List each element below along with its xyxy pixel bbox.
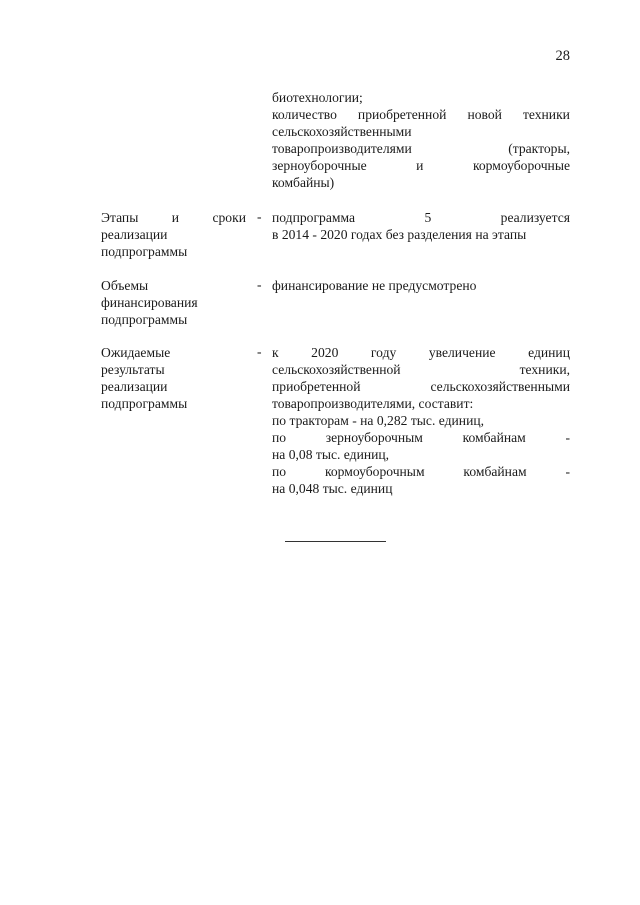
row-value [272,277,570,294]
row-value [272,344,570,497]
label-line: подпрограммы [101,396,188,411]
label-line: подпрограммы [101,244,188,259]
row-label [101,277,246,328]
value-line: финансирование не предусмотрено [272,278,477,293]
row-label [101,344,246,412]
label-line: реализации [101,379,168,394]
row-dash: - [257,209,262,224]
row-value [272,209,570,243]
value-line: по тракторам - на 0,282 тыс. единиц, [272,413,485,428]
text-line: комбайны) [272,175,335,190]
value-line: сельскохозяйственной техники, [272,362,570,377]
text-line: количество приобретенной новой техники [272,107,570,122]
text-line: биотехнологии; [272,90,363,105]
continuation-text [272,89,570,191]
text-line: товаропроизводителями (тракторы, [272,141,570,156]
label-line: подпрограммы [101,312,188,327]
value-line: в 2014 - 2020 годах без разделения на этапы [272,227,527,242]
value-line: к 2020 году увеличение единиц [272,345,570,360]
label-line: Этапы и сроки [101,210,246,225]
label-line: Объемы [101,278,149,293]
label-line: финансирования [101,295,198,310]
value-line: приобретенной сельскохозяйственными [272,379,570,394]
end-separator-rule [285,541,386,542]
row-dash: - [257,277,262,292]
text-line: зерноуборочные и кормоуборочные [272,158,570,173]
page-number: 28 [555,48,570,64]
label-line: результаты [101,362,165,377]
label-line: реализации [101,227,168,242]
value-line: по зерноуборочным комбайнам - [272,430,570,445]
text-line: сельскохозяйственными [272,124,412,139]
row-label [101,209,246,260]
value-line: подпрограмма 5 реализуется [272,210,570,225]
value-line: на 0,048 тыс. единиц [272,481,393,496]
value-line: по кормоуборочным комбайнам - [272,464,570,479]
row-dash: - [257,344,262,359]
label-line: Ожидаемые [101,345,171,360]
value-line: на 0,08 тыс. единиц, [272,447,390,462]
value-line: товаропроизводителями, составит: [272,396,474,411]
